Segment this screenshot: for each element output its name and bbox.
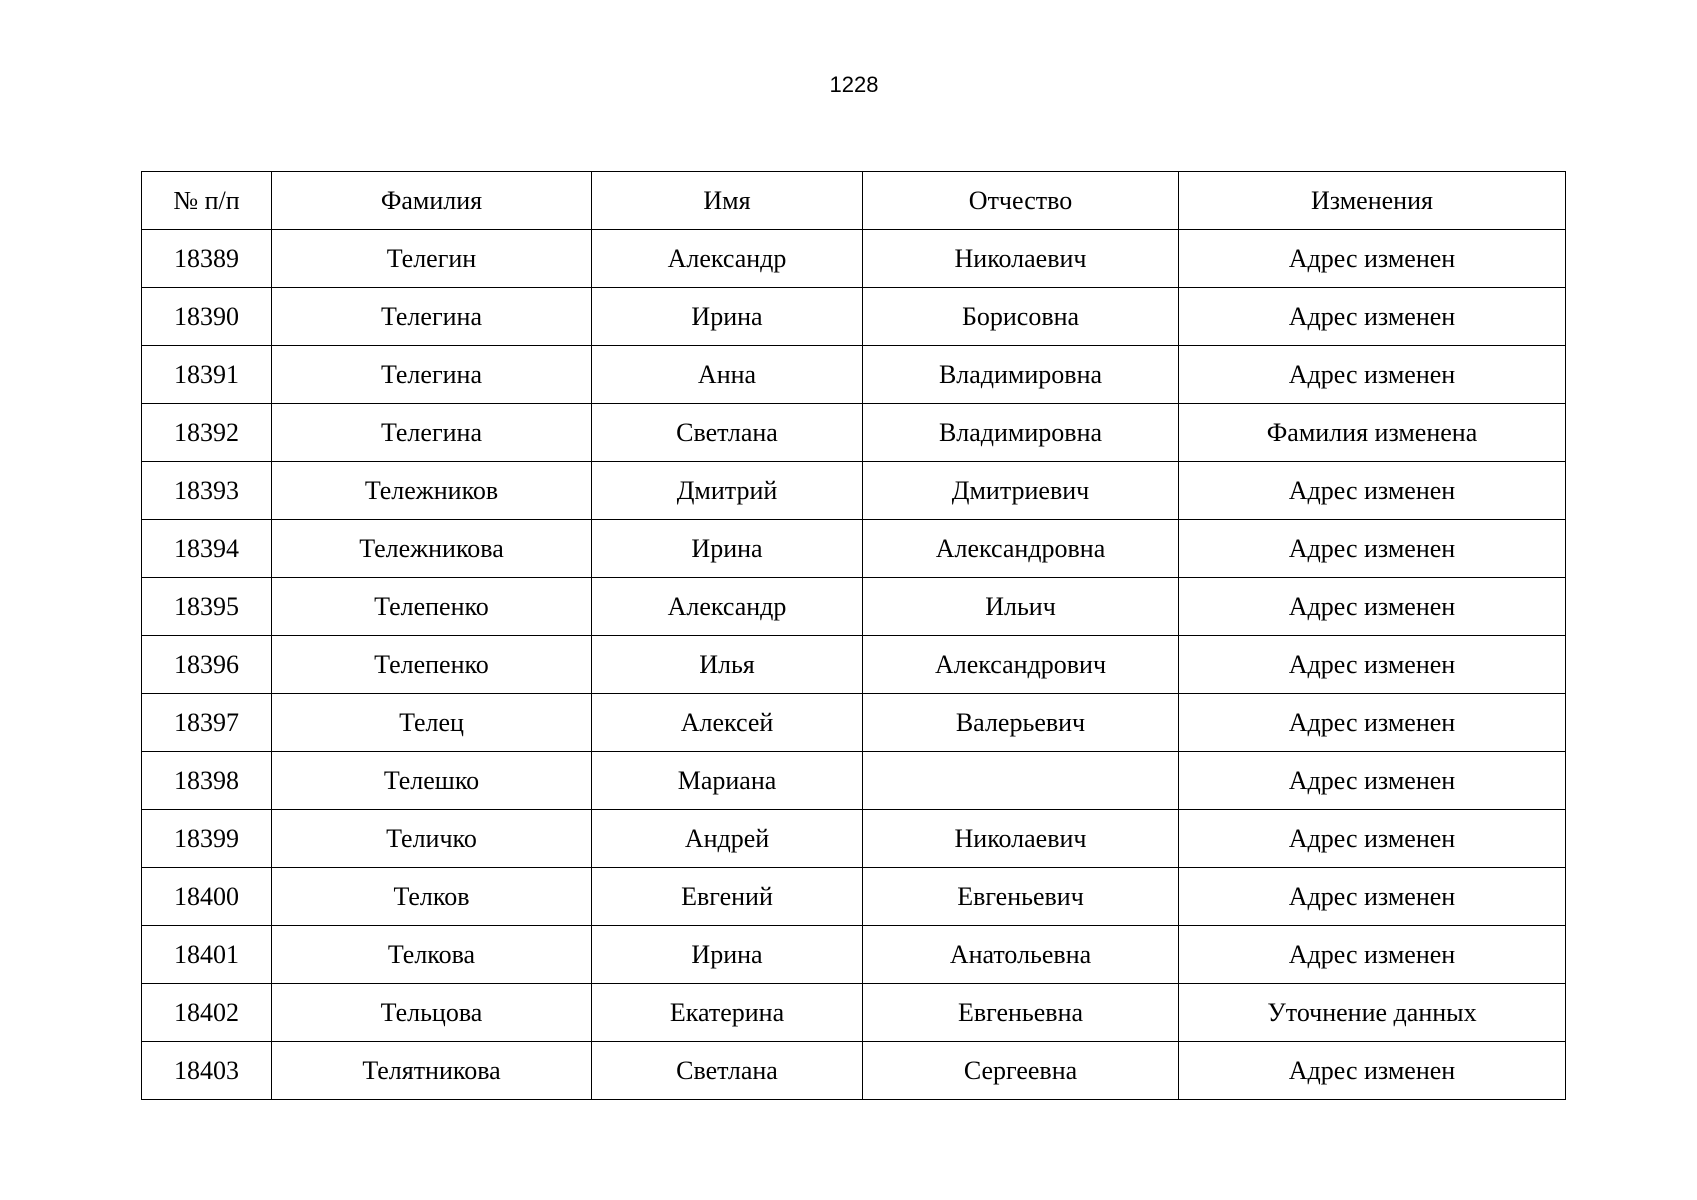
cell-surname: Телегина <box>272 288 592 346</box>
cell-patronymic: Дмитриевич <box>863 462 1179 520</box>
table-row <box>142 404 1566 462</box>
cell-surname: Телятникова <box>272 1042 592 1100</box>
cell-name: Светлана <box>592 1042 863 1100</box>
cell-patronymic: Борисовна <box>863 288 1179 346</box>
cell-changes: Адрес изменен <box>1179 1042 1566 1100</box>
cell-name: Ирина <box>592 520 863 578</box>
cell-name: Илья <box>592 636 863 694</box>
table-row <box>142 636 1566 694</box>
cell-name: Дмитрий <box>592 462 863 520</box>
header-surname: Фамилия <box>272 172 592 230</box>
cell-patronymic: Евгеньевна <box>863 984 1179 1042</box>
cell-changes: Адрес изменен <box>1179 288 1566 346</box>
cell-patronymic: Владимировна <box>863 346 1179 404</box>
cell-changes: Адрес изменен <box>1179 868 1566 926</box>
cell-number: 18402 <box>142 984 272 1042</box>
table-row <box>142 346 1566 404</box>
cell-patronymic <box>863 752 1179 810</box>
cell-number: 18396 <box>142 636 272 694</box>
cell-name: Александр <box>592 578 863 636</box>
cell-changes: Адрес изменен <box>1179 346 1566 404</box>
cell-number: 18395 <box>142 578 272 636</box>
cell-changes: Адрес изменен <box>1179 694 1566 752</box>
cell-changes: Уточнение данных <box>1179 984 1566 1042</box>
cell-number: 18400 <box>142 868 272 926</box>
table-row <box>142 694 1566 752</box>
cell-surname: Телепенко <box>272 636 592 694</box>
header-patronymic: Отчество <box>863 172 1179 230</box>
cell-number: 18398 <box>142 752 272 810</box>
cell-number: 18399 <box>142 810 272 868</box>
cell-changes: Адрес изменен <box>1179 926 1566 984</box>
cell-name: Александр <box>592 230 863 288</box>
cell-surname: Телец <box>272 694 592 752</box>
table-row <box>142 1042 1566 1100</box>
table-row <box>142 230 1566 288</box>
cell-changes: Адрес изменен <box>1179 230 1566 288</box>
cell-changes: Фамилия изменена <box>1179 404 1566 462</box>
cell-name: Евгений <box>592 868 863 926</box>
cell-name: Ирина <box>592 288 863 346</box>
table-header-row <box>142 172 1566 230</box>
cell-name: Анна <box>592 346 863 404</box>
cell-patronymic: Ильич <box>863 578 1179 636</box>
cell-surname: Тельцова <box>272 984 592 1042</box>
cell-surname: Телкова <box>272 926 592 984</box>
cell-number: 18389 <box>142 230 272 288</box>
cell-name: Мариана <box>592 752 863 810</box>
cell-number: 18397 <box>142 694 272 752</box>
cell-number: 18401 <box>142 926 272 984</box>
cell-patronymic: Владимировна <box>863 404 1179 462</box>
cell-surname: Телегин <box>272 230 592 288</box>
cell-surname: Телегина <box>272 404 592 462</box>
table-row <box>142 578 1566 636</box>
cell-surname: Теличко <box>272 810 592 868</box>
cell-number: 18390 <box>142 288 272 346</box>
table-row <box>142 984 1566 1042</box>
cell-surname: Телегина <box>272 346 592 404</box>
table-row <box>142 810 1566 868</box>
cell-surname: Тележников <box>272 462 592 520</box>
table-row <box>142 868 1566 926</box>
cell-patronymic: Александрович <box>863 636 1179 694</box>
cell-number: 18393 <box>142 462 272 520</box>
cell-name: Светлана <box>592 404 863 462</box>
header-number: № п/п <box>142 172 272 230</box>
cell-name: Андрей <box>592 810 863 868</box>
cell-changes: Адрес изменен <box>1179 520 1566 578</box>
cell-surname: Тележникова <box>272 520 592 578</box>
cell-patronymic: Анатольевна <box>863 926 1179 984</box>
cell-patronymic: Николаевич <box>863 810 1179 868</box>
header-name: Имя <box>592 172 863 230</box>
cell-patronymic: Валерьевич <box>863 694 1179 752</box>
cell-surname: Телешко <box>272 752 592 810</box>
table-row <box>142 926 1566 984</box>
table-row <box>142 288 1566 346</box>
cell-name: Алексей <box>592 694 863 752</box>
table-row <box>142 520 1566 578</box>
table-row <box>142 462 1566 520</box>
records-table <box>141 171 1566 1100</box>
records-table-container <box>141 171 1565 1100</box>
cell-patronymic: Евгеньевич <box>863 868 1179 926</box>
cell-number: 18394 <box>142 520 272 578</box>
page-number: 1228 <box>829 72 879 97</box>
cell-number: 18391 <box>142 346 272 404</box>
header-changes: Изменения <box>1179 172 1566 230</box>
table-body <box>142 230 1566 1100</box>
cell-changes: Адрес изменен <box>1179 752 1566 810</box>
cell-patronymic: Николаевич <box>863 230 1179 288</box>
cell-surname: Телков <box>272 868 592 926</box>
cell-patronymic: Александровна <box>863 520 1179 578</box>
cell-changes: Адрес изменен <box>1179 810 1566 868</box>
cell-name: Екатерина <box>592 984 863 1042</box>
cell-changes: Адрес изменен <box>1179 636 1566 694</box>
cell-number: 18392 <box>142 404 272 462</box>
cell-changes: Адрес изменен <box>1179 462 1566 520</box>
cell-patronymic: Сергеевна <box>863 1042 1179 1100</box>
cell-name: Ирина <box>592 926 863 984</box>
cell-changes: Адрес изменен <box>1179 578 1566 636</box>
cell-surname: Телепенко <box>272 578 592 636</box>
cell-number: 18403 <box>142 1042 272 1100</box>
table-row <box>142 752 1566 810</box>
